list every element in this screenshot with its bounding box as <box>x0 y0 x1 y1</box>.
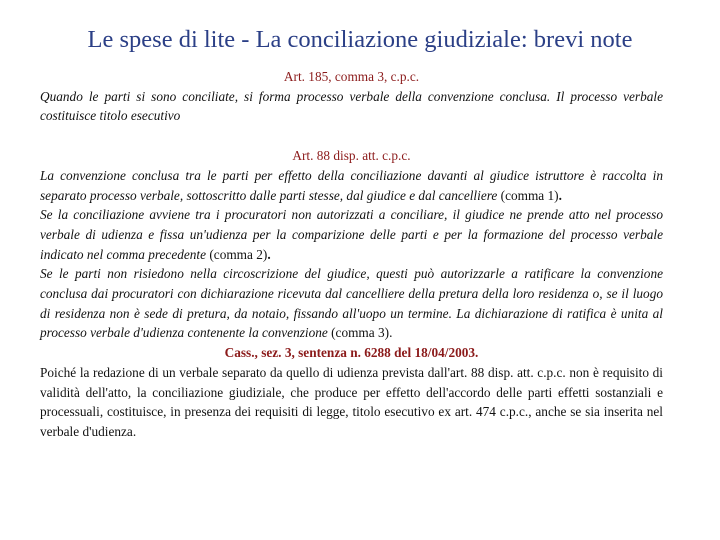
art88-para2-text: Se la conciliazione avviene tra i procuratori non autorizzati a conciliare, il giudice ne prende atto nel processo verbale di udienza e fissa un'udienza per la comparizione delle parti e per la formazione del processo verbale indicato nel comma precedente <box>40 207 663 262</box>
art88-para2-ref: (comma 2) <box>209 246 268 262</box>
art88-para3-text: Se le parti non risiedono nella circoscrizione del giudice, questi può autorizzarle a ratificare la convenzione conclusa dai procuratori con dichiarazione ricevuta dal cancelliere della pretura della loro residenza o, se il luogo di residenza non è sede di pretura, da notaio, fissando all'uopo un termine. La dichiarazione di ratifica è unita al processo verbale d'udienza contenente la convenzione <box>40 266 663 341</box>
slide-title: Le spese di lite - La conciliazione giudiziale: brevi note <box>87 26 633 53</box>
art88-heading: Art. 88 disp. att. c.p.c. <box>292 148 411 164</box>
art88-para1: La convenzione conclusa tra le parti per effetto della conciliazione davanti al giudice istruttore è raccolta in separato processo verbale, sottoscritto dalle parti stesse, dal giudice e dal cancelliere (comma 1). <box>40 167 663 203</box>
art185-heading: Art. 185, comma 3, c.p.c. <box>283 69 420 84</box>
slide-body <box>40 67 663 442</box>
art88-para3 <box>40 264 663 343</box>
art88-para3-ref: (comma 3). <box>331 325 393 341</box>
art88-para1-text: La convenzione conclusa tra le parti per effetto della conciliazione davanti al giudice istruttore è raccolta in separato processo verbale, sottoscritto dalle parti stesse, dal giudice e dal cancelliere <box>40 167 663 203</box>
art88-para1-ref: (comma 1) <box>500 187 559 203</box>
cass-text: Poiché la redazione di un verbale separato da quello di udienza prevista dall'art. 88 disp. att. c.p.c. non è requisito di validità dell'atto, la conciliazione giudiziale, che produce per effetto dell'accordo delle parti effetti sostanziali e processuali, costituisce, in presenza dei requisiti di legge, titolo esecutivo ex art. 474 c.p.c., anche se sia inserita nel verbale d'udienza. <box>40 364 663 439</box>
art88-para2: Se la conciliazione avviene tra i procuratori non autorizzati a conciliare, il giudice ne prende atto nel processo verbale di udienza e fissa un'udienza per la comparizione delle parti e per la formazione del processo verbale indicato nel comma precedente (comma 2). <box>40 207 663 262</box>
spacer <box>40 126 663 146</box>
art185-text: Quando le parti si sono conciliate, si forma processo verbale della convenzione conclusa. Il processo verbale costituisce titolo esecutivo <box>40 88 663 124</box>
cass-heading: Cass., sez. 3, sentenza n. 6288 del 18/04/2003. <box>224 345 479 361</box>
